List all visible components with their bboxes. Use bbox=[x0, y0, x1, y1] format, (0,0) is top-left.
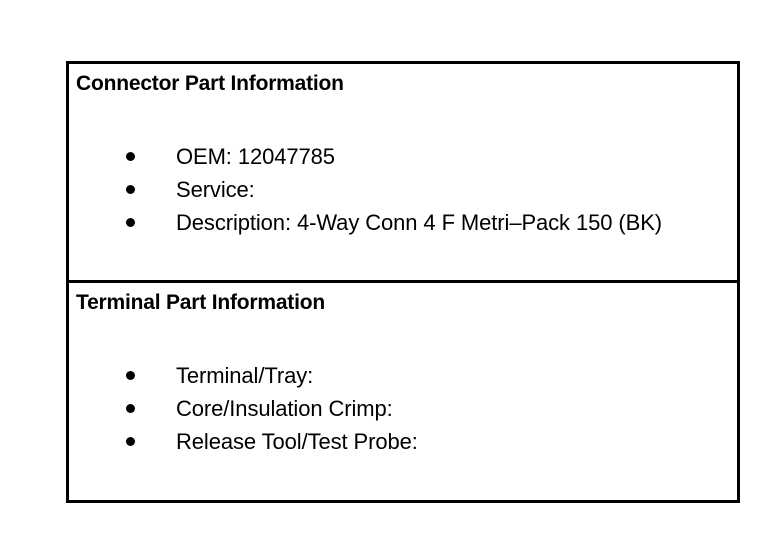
crimp-text: Core/Insulation Crimp: bbox=[176, 396, 393, 421]
bullet-icon bbox=[126, 404, 135, 413]
terminal-section-title: Terminal Part Information bbox=[76, 291, 325, 314]
bullet-icon bbox=[126, 152, 135, 161]
connector-oem-text: OEM: 12047785 bbox=[176, 144, 335, 169]
release-tool-text: Release Tool/Test Probe: bbox=[176, 429, 418, 454]
terminal-tray-text: Terminal/Tray: bbox=[176, 363, 314, 388]
terminal-part-section bbox=[69, 283, 737, 500]
connector-description-text: Description: 4-Way Conn 4 F Metri–Pack 150 (BK) bbox=[176, 210, 662, 235]
bullet-icon bbox=[126, 371, 135, 380]
bullet-icon bbox=[126, 437, 135, 446]
connector-section-title: Connector Part Information bbox=[76, 72, 344, 95]
part-information-table bbox=[66, 61, 740, 503]
connector-part-section bbox=[69, 64, 737, 280]
connector-service-text: Service: bbox=[176, 177, 255, 202]
bullet-icon bbox=[126, 185, 135, 194]
bullet-icon bbox=[126, 218, 135, 227]
